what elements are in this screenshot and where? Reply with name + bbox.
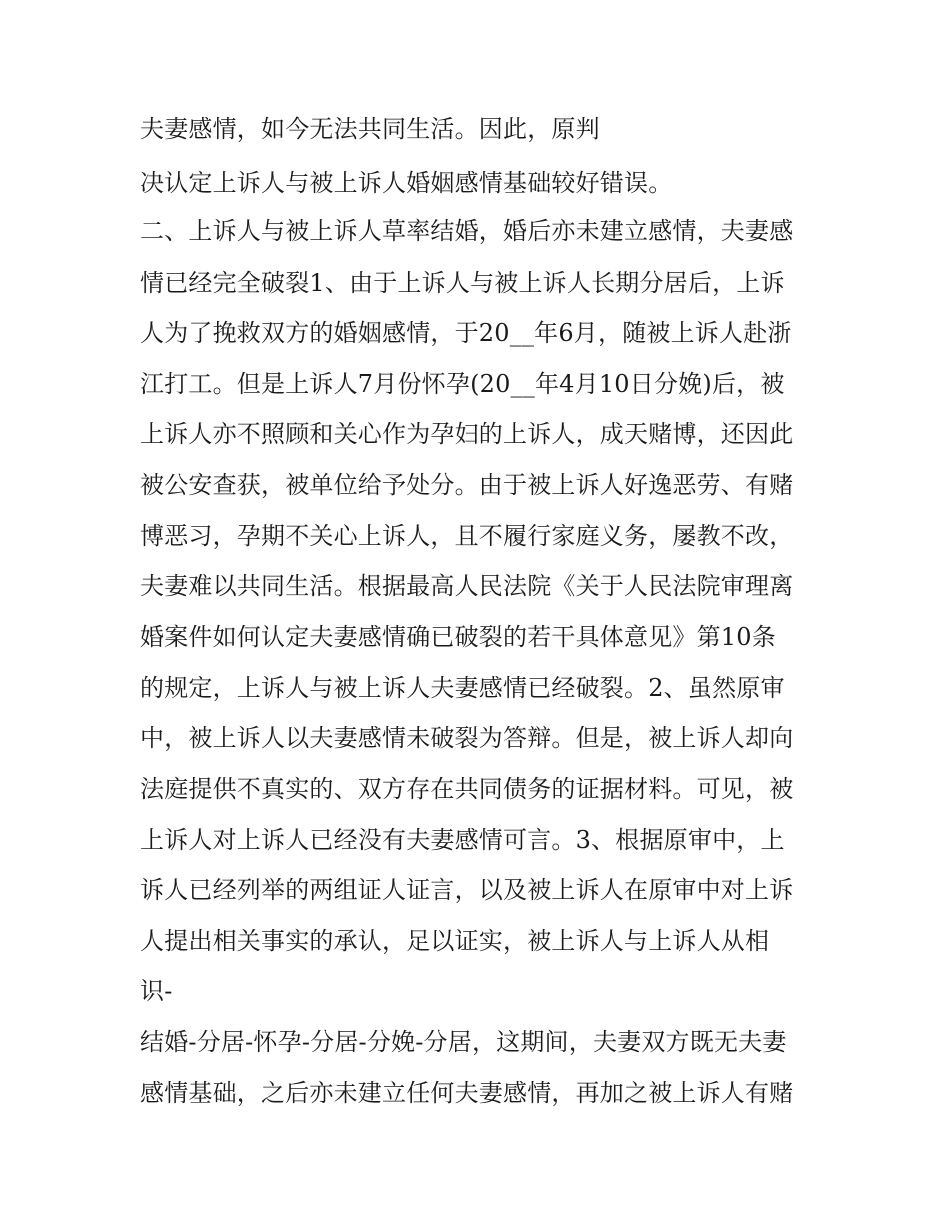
text-line: 婚案件如何认定夫妻感情确已破裂的若干具体意见》第10条 (140, 623, 776, 651)
text-line: 夫妻感情，如今无法共同生活。因此，原判 (140, 115, 600, 143)
text-line: 上诉人亦不照顾和关心作为孕妇的上诉人，成天赌博，还因此 (140, 420, 794, 448)
text-line: 被公安查获，被单位给予处分。由于被上诉人好逸恶劳、有赌 (140, 471, 794, 499)
text-line: 江打工。但是上诉人7月份怀孕(20__年4月10日分娩)后，被 (140, 370, 785, 398)
text-line: 诉人已经列举的两组证人证言，以及被上诉人在原审中对上诉 (140, 876, 794, 904)
text-line: 感情基础，之后亦未建立任何夫妻感情，再加之被上诉人有赌 (140, 1079, 794, 1107)
text-line: 夫妻难以共同生活。根据最高人民法院《关于人民法院审理离 (140, 572, 794, 600)
text-line: 结婚-分居-怀孕-分居-分娩-分居，这期间，夫妻双方既无夫妻 (140, 1028, 787, 1056)
text-line: 上诉人对上诉人已经没有夫妻感情可言。3、根据原审中，上 (140, 826, 785, 854)
text-line: 人提出相关事实的承认，足以证实，被上诉人与上诉人从相 (140, 927, 770, 955)
text-line: 决认定上诉人与被上诉人婚姻感情基础较好错误。 (140, 169, 673, 197)
text-line: 情已经完全破裂1、由于上诉人与被上诉人长期分居后，上诉 (140, 269, 785, 297)
text-line: 二、上诉人与被上诉人草率结婚，婚后亦未建立感情，夫妻感 (140, 217, 794, 245)
text-line: 博恶习，孕期不关心上诉人，且不履行家庭义务，屡教不改， (140, 522, 794, 550)
text-line: 识- (140, 977, 173, 1005)
text-line: 人为了挽救双方的婚姻感情，于20__年6月，随被上诉人赴浙 (140, 319, 792, 347)
text-line: 的规定，上诉人与被上诉人夫妻感情已经破裂。2、虽然原审 (140, 674, 785, 702)
text-line: 法庭提供不真实的、双方存在共同债务的证据材料。可见，被 (140, 775, 794, 803)
text-line: 中，被上诉人以夫妻感情未破裂为答辩。但是，被上诉人却向 (140, 724, 794, 752)
